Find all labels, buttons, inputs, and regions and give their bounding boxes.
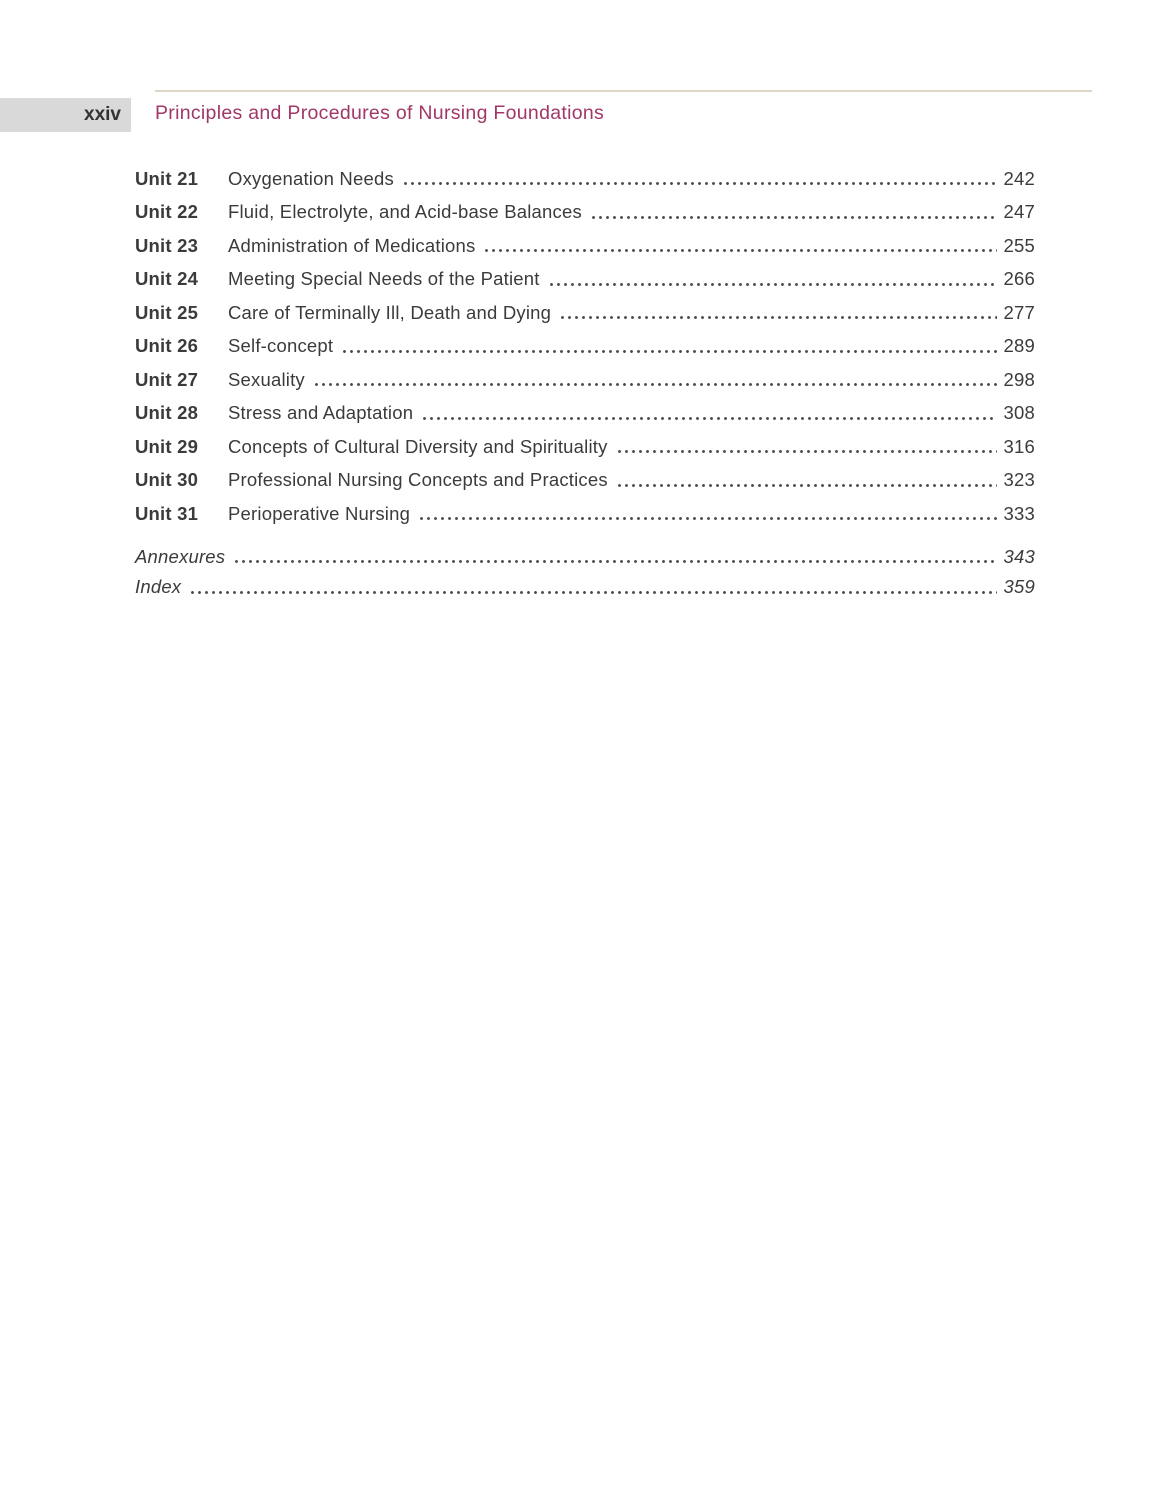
toc-back-matter-entry [135,542,1035,573]
toc-page-number: 359 [1003,576,1035,598]
toc-unit-label: Unit 31 [135,502,199,524]
toc-entry-title: Professional Nursing Concepts and Practices [228,469,608,491]
toc-unit-label: Unit 29 [135,435,199,457]
toc-entry [135,229,1035,262]
toc-entry-title: Annexures [135,545,226,567]
dot-leader [189,591,996,594]
toc-page-number: 343 [1003,545,1035,567]
toc-entry [135,463,1035,496]
toc-entry-title: Self-concept [228,335,334,357]
dot-leader [313,383,997,386]
toc-entry [135,195,1035,228]
page-number: xxiv [84,104,121,125]
toc-unit-label: Unit 23 [135,234,199,256]
toc-page-number: 333 [1003,502,1035,524]
toc-unit-label: Unit 24 [135,268,199,290]
toc-entry-title: Fluid, Electrolyte, and Acid-base Balances [228,201,582,223]
dot-leader [341,350,996,353]
toc-entry-title: Meeting Special Needs of the Patient [228,268,540,290]
toc-entry-title: Stress and Adaptation [228,402,414,424]
running-head-title: Principles and Procedures of Nursing Foundations [155,102,605,124]
toc-entry-title: Sexuality [228,368,305,390]
toc-page-number: 289 [1003,335,1035,357]
dot-leader [233,560,996,563]
toc-entry-title: Perioperative Nursing [228,502,411,524]
toc-unit-label: Unit 28 [135,402,199,424]
toc-entry [135,262,1035,295]
toc-entry-title: Concepts of Cultural Diversity and Spirituality [228,435,608,457]
toc-unit-label: Unit 26 [135,335,199,357]
toc-entry-title: Oxygenation Needs [228,168,394,189]
dot-leader [548,283,997,286]
toc-unit-label: Unit 22 [135,201,199,223]
dot-leader [402,182,997,185]
header-rule [155,90,1092,92]
dot-leader [421,417,996,420]
page-number-band [0,98,131,132]
dot-leader [483,249,996,252]
toc-page-number: 316 [1003,435,1035,457]
toc-page-number: 298 [1003,368,1035,390]
dot-leader [616,450,997,453]
toc-entry [135,497,1035,530]
toc-page-number: 247 [1003,201,1035,223]
toc-page-number: 323 [1003,469,1035,491]
toc-entry [135,162,1035,195]
dot-leader [418,517,996,520]
dot-leader [616,484,997,487]
toc-entry-title: Index [135,576,182,598]
toc-entry [135,329,1035,362]
toc-unit-label: Unit 25 [135,301,199,323]
toc-entry [135,296,1035,329]
toc-unit-label: Unit 21 [135,168,199,189]
toc-page-number: 308 [1003,402,1035,424]
toc-page-number: 242 [1003,168,1035,189]
dot-leader [559,316,996,319]
toc-unit-label: Unit 27 [135,368,199,390]
toc-back-matter-entry [135,572,1035,603]
toc-page-number: 266 [1003,268,1035,290]
toc-page-number: 255 [1003,234,1035,256]
toc-entry-title: Care of Terminally Ill, Death and Dying [228,301,552,323]
toc-unit-label: Unit 30 [135,469,199,491]
toc-page-number: 277 [1003,301,1035,323]
toc-entry [135,396,1035,429]
toc-entry [135,430,1035,463]
toc-entry [135,363,1035,396]
toc-list [135,162,1035,603]
toc-entry-title: Administration of Medications [228,234,476,256]
dot-leader [590,216,997,219]
